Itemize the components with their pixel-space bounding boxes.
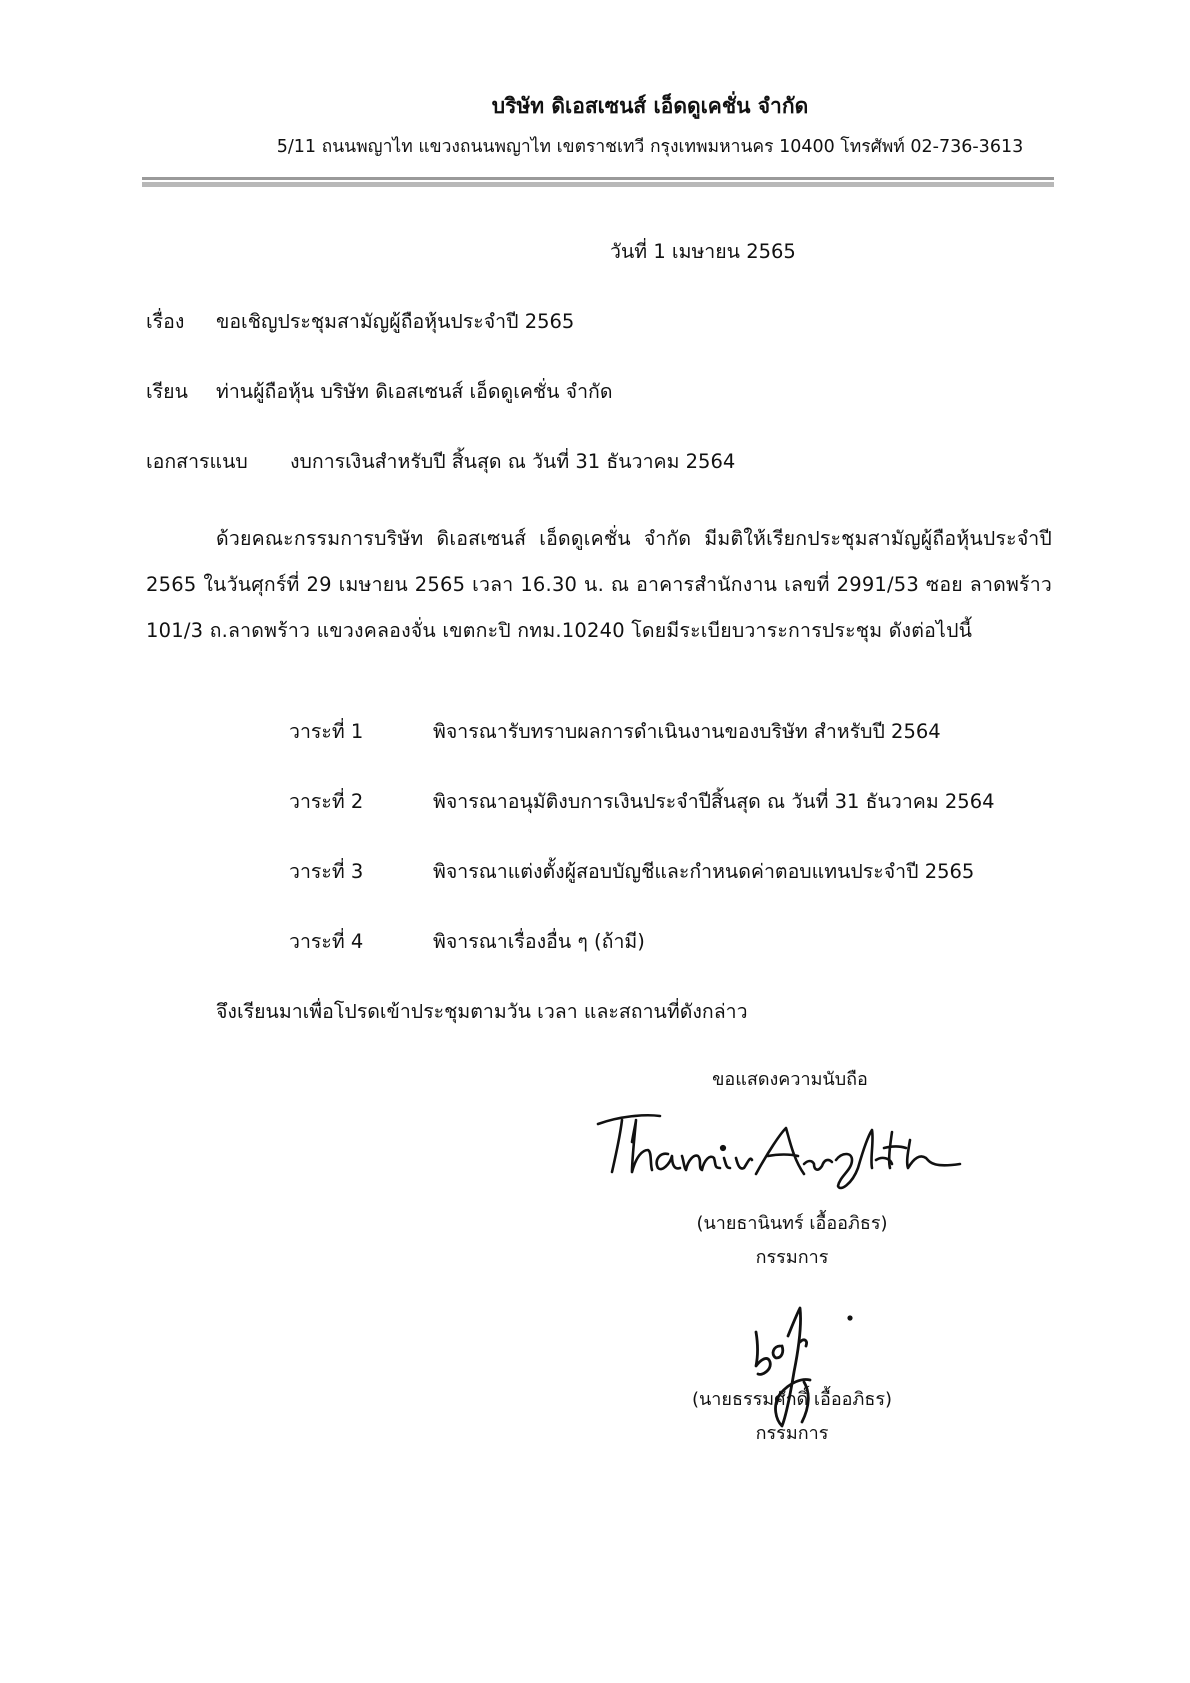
agenda-number: วาระที่ 1: [289, 720, 364, 743]
signature-dot: [847, 1315, 852, 1320]
closing-text: จึงเรียนมาเพื่อโปรดเข้าประชุมตามวัน เวลา และสถานที่ดังกล่าว: [216, 1000, 748, 1023]
agenda-text: พิจารณาแต่งตั้งผู้สอบบัญชีและกำหนดค่าตอบแทนประจำปี 2565: [433, 860, 975, 883]
company-address: 5/11 ถนนพญาไท แขวงถนนพญาไท เขตราชเทวี กรุงเทพมหานคร 10400 โทรศัพท์ 02-736-3613: [276, 137, 1024, 157]
signature-1: [590, 1102, 970, 1192]
recipient-text: ท่านผู้ถือหุ้น บริษัท ดิเอสเซนส์ เอ็ดดูเคชั่น จำกัด: [216, 380, 613, 403]
subject-label: เรื่อง: [146, 310, 185, 333]
letter-date: วันที่ 1 เมษายน 2565: [610, 240, 796, 263]
signatory-2-name: (นายธรรมศักดิ์ เอื้ออภิธร): [691, 1389, 893, 1410]
agenda-number: วาระที่ 3: [289, 860, 364, 883]
body-paragraph: ด้วยคณะกรรมการบริษัท ดิเอสเซนส์ เอ็ดดูเคชั่น จำกัด มีมติให้เรียกประชุมสามัญผู้ถือหุ้นประจำปี 2565 ในวันศุกร์ที่ 29 เมษายน 2565 เวลา 16.30 น. ณ อาคารสำนักงาน เลขที่ 2991/53 ซอย ลาดพร้าว 101/3 ถ.ลาดพร้าว แขวงคลองจั่น เขตกะปิ กทม.10240 โดยมีระเบียบวาระการประชุม ดังต่อไปนี้: [146, 527, 1052, 642]
header-divider: [142, 177, 1054, 180]
company-name: บริษัท ดิเอสเซนส์ เอ็ดดูเคชั่น จำกัด: [491, 94, 809, 118]
regards: ขอแสดงความนับถือ: [712, 1069, 868, 1090]
agenda-text: พิจารณาอนุมัติงบการเงินประจำปีสิ้นสุด ณ วันที่ 31 ธันวาคม 2564: [433, 790, 995, 813]
header-divider-thick: [142, 182, 1054, 187]
signature-2: [740, 1296, 870, 1436]
agenda-number: วาระที่ 4: [289, 930, 364, 953]
attachment-text: งบการเงินสำหรับปี สิ้นสุด ณ วันที่ 31 ธันวาคม 2564: [290, 450, 736, 473]
attachment-label: เอกสารแนบ: [146, 450, 248, 473]
agenda-text: พิจารณาเรื่องอื่น ๆ (ถ้ามี): [433, 930, 645, 953]
signatory-2-title: กรรมการ: [755, 1423, 829, 1444]
agenda-text: พิจารณารับทราบผลการดำเนินงานของบริษัท สำหรับปี 2564: [433, 720, 941, 743]
subject-text: ขอเชิญประชุมสามัญผู้ถือหุ้นประจำปี 2565: [216, 310, 575, 333]
signatory-1-name: (นายธานินทร์ เอื้ออภิธร): [696, 1213, 888, 1234]
agenda-number: วาระที่ 2: [289, 790, 364, 813]
signatory-1-title: กรรมการ: [755, 1247, 829, 1268]
recipient-label: เรียน: [146, 380, 188, 403]
